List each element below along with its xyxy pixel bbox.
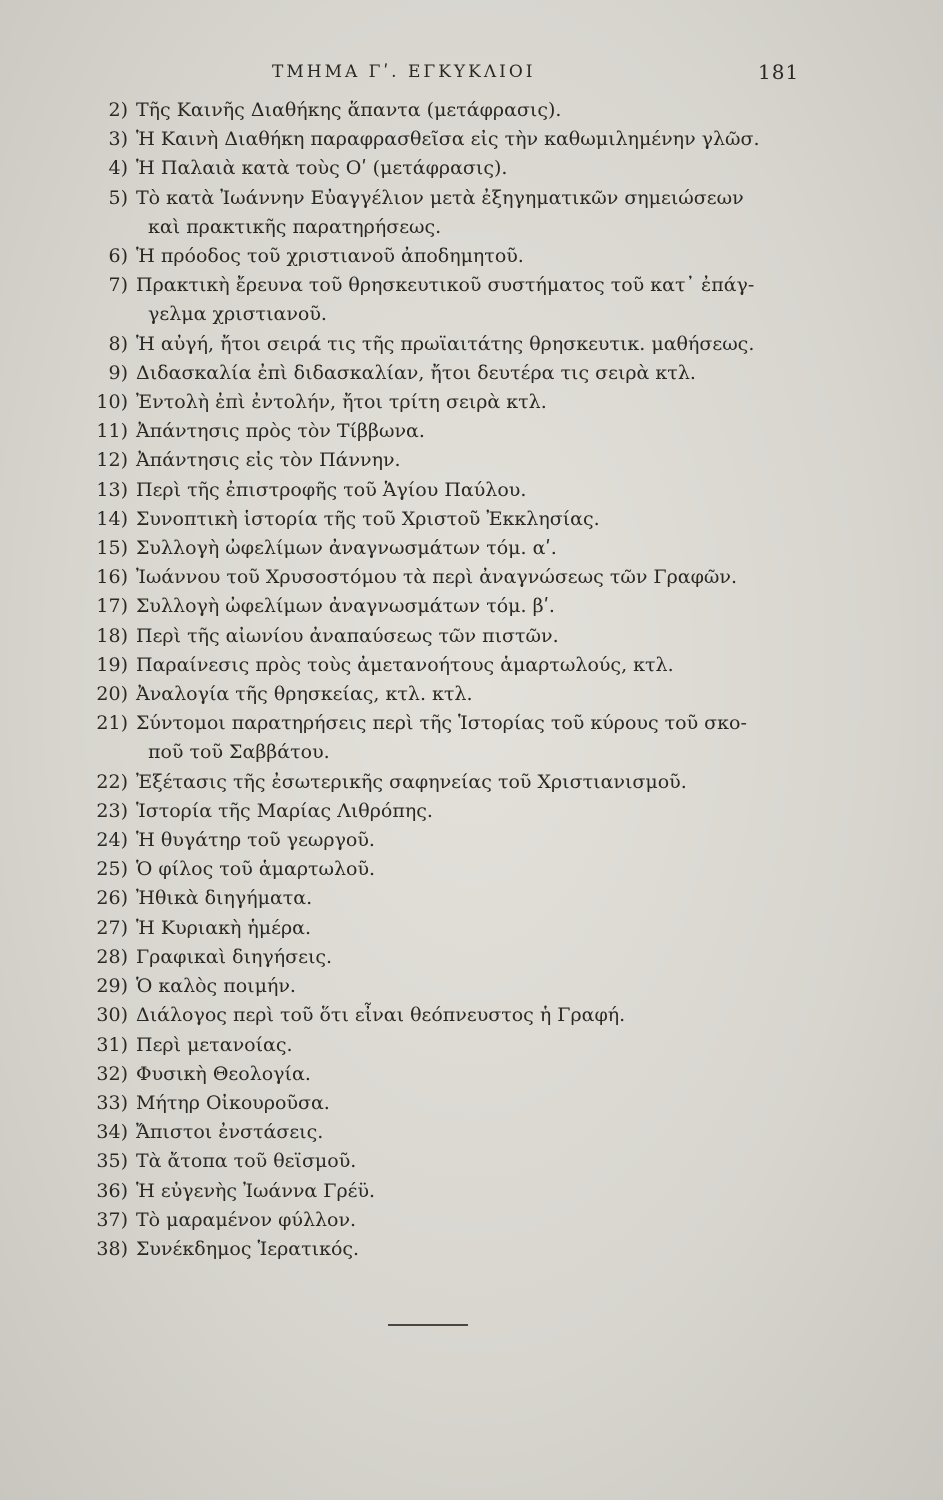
item-number: 11) <box>96 420 128 443</box>
list-item <box>74 680 834 709</box>
item-title: Ἀναλογία τῆς θρησκείας, κτλ. κτλ. <box>136 683 473 706</box>
item-number: 24) <box>96 829 128 852</box>
page-header <box>0 60 943 90</box>
item-title: Γραφικαὶ διηγήσεις. <box>136 945 333 968</box>
list-item <box>74 1001 834 1030</box>
list-item <box>74 154 834 183</box>
list-item <box>74 563 834 592</box>
item-number: 5) <box>108 186 128 209</box>
item-title: Ἡ θυγάτηρ τοῦ γεωργοῦ. <box>136 829 375 852</box>
list-item <box>74 476 834 505</box>
list-item <box>74 943 834 972</box>
list-item-continuation: γελμα χριστιανοῦ. <box>148 303 327 326</box>
page-number: 181 <box>758 60 800 84</box>
item-title: Τὸ μαραμένον φύλλον. <box>136 1208 357 1231</box>
item-number: 29) <box>96 975 128 998</box>
list-item <box>74 1118 834 1147</box>
item-number: 13) <box>96 478 128 501</box>
list-item <box>74 651 834 680</box>
list-item <box>74 125 834 154</box>
item-number: 33) <box>96 1091 128 1114</box>
item-title: Ἀπάντησις εἰς τὸν Πάννην. <box>136 449 401 472</box>
item-title: Ὁ φίλος τοῦ ἁμαρτωλοῦ. <box>136 858 376 881</box>
list-item <box>74 184 834 213</box>
item-number: 25) <box>96 858 128 881</box>
list-item <box>74 1147 834 1176</box>
item-title: Συλλογὴ ὠφελίμων ἀναγνωσμάτων τόμ. αʹ. <box>136 537 557 560</box>
item-number: 4) <box>108 157 128 180</box>
list-item <box>74 884 834 913</box>
item-title: Ὁ καλὸς ποιμήν. <box>136 975 296 998</box>
item-title: Τῆς Καινῆς Διαθήκης ἅπαντα (μετάφρασις). <box>136 99 562 121</box>
item-title: Διάλογος περὶ τοῦ ὅτι εἶναι θεόπνευστος ἡ Γραφή. <box>136 1004 626 1027</box>
item-number: 38) <box>96 1237 128 1260</box>
item-number: 20) <box>96 683 128 706</box>
item-number: 9) <box>108 361 128 384</box>
item-number: 17) <box>96 595 128 618</box>
item-number: 32) <box>96 1062 128 1085</box>
list-item <box>74 96 834 125</box>
item-number: 8) <box>108 332 128 355</box>
list-item <box>74 768 834 797</box>
list-item <box>74 709 834 738</box>
item-number: 23) <box>96 799 128 822</box>
list-item <box>74 242 834 271</box>
item-number: 37) <box>96 1208 128 1231</box>
item-number: 35) <box>96 1150 128 1173</box>
list-item <box>74 505 834 534</box>
item-number: 31) <box>96 1033 128 1056</box>
item-number: 19) <box>96 653 128 676</box>
item-title: Ἐξέτασις τῆς ἐσωτερικῆς σαφηνείας τοῦ Χριστιανισμοῦ. <box>136 770 687 793</box>
list-item <box>74 622 834 651</box>
item-title: Τὸ κατὰ Ἰωάννην Εὐαγγέλιον μετὰ ἐξηγηματικῶν σημειώσεων <box>136 186 744 209</box>
item-number: 16) <box>96 566 128 589</box>
item-number: 21) <box>96 712 128 735</box>
item-number: 28) <box>96 945 128 968</box>
item-number: 36) <box>96 1179 128 1202</box>
item-number: 18) <box>96 624 128 647</box>
list-item <box>74 1235 834 1264</box>
list-item <box>74 417 834 446</box>
item-title: Ἄπιστοι ἐνστάσεις. <box>136 1121 324 1144</box>
item-title: Ἐντολὴ ἐπὶ ἐντολήν, ἤτοι τρίτη σειρὰ κτλ. <box>136 391 547 414</box>
list-item <box>74 271 834 300</box>
item-title: Περὶ τῆς ἐπιστροφῆς τοῦ Ἁγίου Παύλου. <box>136 478 527 501</box>
item-title: Περὶ τῆς αἰωνίου ἀναπαύσεως τῶν πιστῶν. <box>136 624 559 647</box>
item-title: Ἰωάννου τοῦ Χρυσοστόμου τὰ περὶ ἀναγνώσεως τῶν Γραφῶν. <box>136 566 737 589</box>
item-number: 22) <box>96 770 128 793</box>
item-number: 3) <box>108 128 128 151</box>
list-item <box>74 1177 834 1206</box>
item-title: Ἠθικὰ διηγήματα. <box>136 887 313 910</box>
item-number: 34) <box>96 1121 128 1144</box>
item-number: 27) <box>96 916 128 939</box>
list-item <box>74 797 834 826</box>
item-number: 26) <box>96 887 128 910</box>
list-item <box>74 330 834 359</box>
item-title: Ἡ αὐγή, ἤτοι σειρά τις τῆς πρωϊαιτάτης θρησκευτικ. μαθήσεως. <box>136 332 755 355</box>
list-item <box>74 855 834 884</box>
item-title: Τὰ ἄτοπα τοῦ θεϊσμοῦ. <box>136 1150 357 1173</box>
publication-list <box>74 96 834 1264</box>
item-title: Παραίνεσις πρὸς τοὺς ἀμετανοήτους ἁμαρτωλούς, κτλ. <box>136 653 674 676</box>
list-item <box>74 534 834 563</box>
item-title: Ἡ Κυριακὴ ἡμέρα. <box>136 916 311 939</box>
list-item-continuation: καὶ πρακτικῆς παρατηρήσεως. <box>148 215 442 238</box>
closing-rule <box>388 1324 468 1326</box>
list-item <box>74 972 834 1001</box>
item-title: Ἀπάντησις πρὸς τὸν Τίββωνα. <box>136 420 425 443</box>
item-title: Διδασκαλία ἐπὶ διδασκαλίαν, ἤτοι δευτέρα τις σειρὰ κτλ. <box>136 361 696 384</box>
item-title: Ἡ εὐγενὴς Ἰωάννα Γρέϋ. <box>136 1179 376 1202</box>
list-item <box>74 1060 834 1089</box>
list-item <box>74 592 834 621</box>
list-item <box>74 914 834 943</box>
item-number: 6) <box>108 245 128 268</box>
item-title: Μήτηρ Οἰκουροῦσα. <box>136 1091 330 1114</box>
item-title: Ἱστορία τῆς Μαρίας Λιθρόπης. <box>136 799 433 822</box>
item-number: 10) <box>96 391 128 414</box>
item-number: 12) <box>96 449 128 472</box>
list-item <box>74 1089 834 1118</box>
item-title: Ἡ Παλαιὰ κατὰ τοὺς Οʹ (μετάφρασις). <box>136 157 508 180</box>
list-item <box>74 826 834 855</box>
list-item <box>74 388 834 417</box>
item-title: Συλλογὴ ὠφελίμων ἀναγνωσμάτων τόμ. βʹ. <box>136 595 555 618</box>
item-title: Φυσικὴ Θεολογία. <box>136 1062 311 1085</box>
item-number: 14) <box>96 507 128 530</box>
list-item <box>74 446 834 475</box>
item-title: Ἡ Καινὴ Διαθήκη παραφρασθεῖσα εἰς τὴν καθωμιλημένην γλῶσ. <box>136 128 760 151</box>
list-item <box>74 359 834 388</box>
item-title: Πρακτικὴ ἔρευνα τοῦ θρησκευτικοῦ συστήματος τοῦ κατ᾽ ἐπάγ- <box>136 274 755 297</box>
list-item-continuation: ποῦ τοῦ Σαββάτου. <box>148 741 330 764</box>
list-item <box>74 1206 834 1235</box>
item-number: 7) <box>108 274 128 297</box>
running-title: ΤΜΗΜΑ Γʹ. ΕΓΚΥΚΛΙΟΙ <box>272 62 536 82</box>
item-number: 15) <box>96 537 128 560</box>
list-item <box>74 1031 834 1060</box>
item-number: 30) <box>96 1004 128 1027</box>
item-title: Συνοπτικὴ ἱστορία τῆς τοῦ Χριστοῦ Ἐκκλησίας. <box>136 507 600 530</box>
item-title: Περὶ μετανοίας. <box>136 1033 293 1056</box>
item-title: Συνέκδημος Ἱερατικός. <box>136 1237 360 1260</box>
item-title: Σύντομοι παρατηρήσεις περὶ τῆς Ἱστορίας τοῦ κύρους τοῦ σκο- <box>136 712 747 735</box>
item-title: Ἡ πρόοδος τοῦ χριστιανοῦ ἀποδημητοῦ. <box>136 245 524 268</box>
item-number: 2) <box>108 99 128 121</box>
